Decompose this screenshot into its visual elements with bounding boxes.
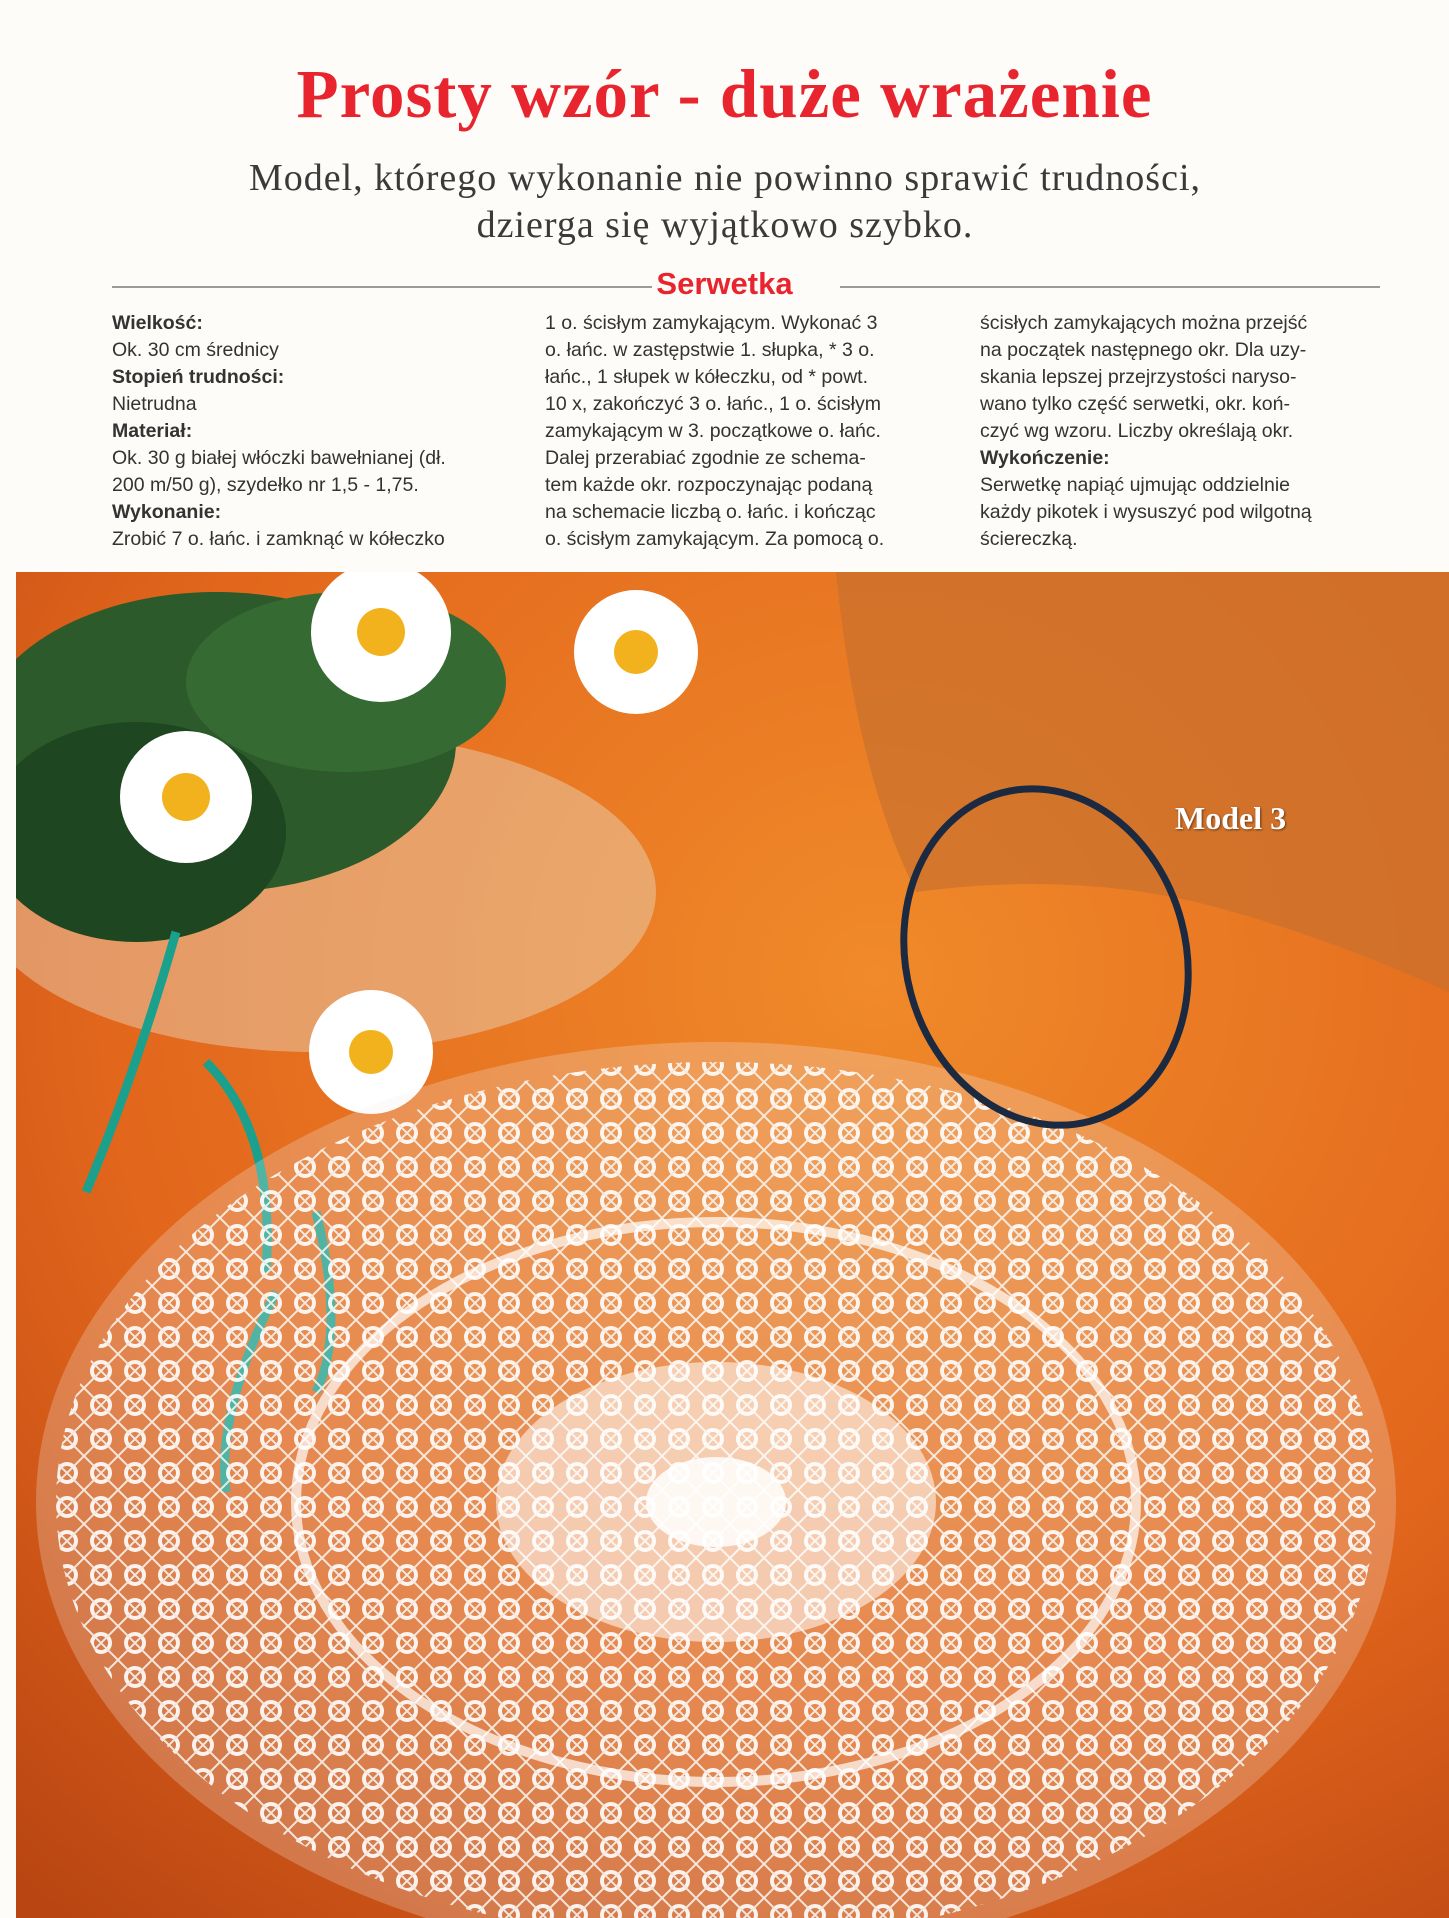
doily-photo bbox=[16, 572, 1449, 1918]
instruction-line: tem każde okr. rozpoczynając podaną bbox=[545, 474, 873, 496]
instruction-line: o. łańc. w zastępstwie 1. słupka, * 3 o. bbox=[545, 339, 875, 361]
material-label: Materiał: bbox=[112, 420, 193, 442]
instruction-line: wano tylko część serwetki, okr. koń- bbox=[980, 393, 1290, 415]
material-line: 200 m/50 g), szydełko nr 1,5 - 1,75. bbox=[112, 474, 419, 496]
section-heading: Serwetka bbox=[656, 266, 793, 301]
instruction-line: 10 x, zakończyć 3 o. łańc., 1 o. ścisłym bbox=[545, 393, 881, 415]
text-column-3 bbox=[980, 310, 1380, 553]
size-label: Wielkość: bbox=[112, 312, 203, 334]
instruction-line: zamykającym w 3. początkowe o. łańc. bbox=[545, 420, 881, 442]
instruction-line: skania lepszej przejrzystości naryso- bbox=[980, 366, 1297, 388]
finishing-line: każdy pikotek i wysuszyć pod wilgotną bbox=[980, 501, 1312, 523]
instruction-line: ścisłych zamykających można przejść bbox=[980, 312, 1308, 334]
difficulty-label: Stopień trudności: bbox=[112, 366, 285, 388]
finishing-line: ściereczką. bbox=[980, 528, 1078, 550]
text-column-1 bbox=[112, 310, 522, 553]
material-line: Ok. 30 g białej włóczki bawełnianej (dł. bbox=[112, 447, 446, 469]
difficulty-value: Nietrudna bbox=[112, 393, 197, 415]
instruction-line: o. ścisłym zamykającym. Za pomocą o. bbox=[545, 528, 885, 550]
execution-line: Zrobić 7 o. łańc. i zamknąć w kółeczko bbox=[112, 528, 445, 550]
model-label: Model 3 bbox=[1175, 800, 1287, 836]
text-column-2 bbox=[545, 310, 945, 553]
size-value: Ok. 30 cm średnicy bbox=[112, 339, 279, 361]
subtitle-line-2: dzierga się wyjątkowo szybko. bbox=[476, 204, 974, 246]
instruction-line: Dalej przerabiać zgodnie ze schema- bbox=[545, 447, 866, 469]
subtitle-line-1: Model, którego wykonanie nie powinno sprawić trudności, bbox=[248, 157, 1202, 199]
instruction-line: czyć wg wzoru. Liczby określają okr. bbox=[980, 420, 1294, 442]
instruction-line: na początek następnego okr. Dla uzy- bbox=[980, 339, 1307, 361]
finishing-label: Wykończenie: bbox=[980, 447, 1110, 469]
instruction-line: łańc., 1 słupek w kółeczku, od * powt. bbox=[545, 366, 868, 388]
page-title: Prosty wzór - duże wrażenie bbox=[296, 56, 1153, 132]
instruction-line: 1 o. ścisłym zamykającym. Wykonać 3 bbox=[545, 312, 878, 334]
finishing-line: Serwetkę napiąć ujmując oddzielnie bbox=[980, 474, 1291, 496]
section-rule-right bbox=[840, 286, 1380, 288]
execution-label: Wykonanie: bbox=[112, 501, 222, 523]
instruction-line: na schemacie liczbą o. łańc. i kończąc bbox=[545, 501, 876, 523]
photo-illustration bbox=[16, 572, 1449, 1918]
page-subtitle bbox=[150, 155, 1300, 249]
